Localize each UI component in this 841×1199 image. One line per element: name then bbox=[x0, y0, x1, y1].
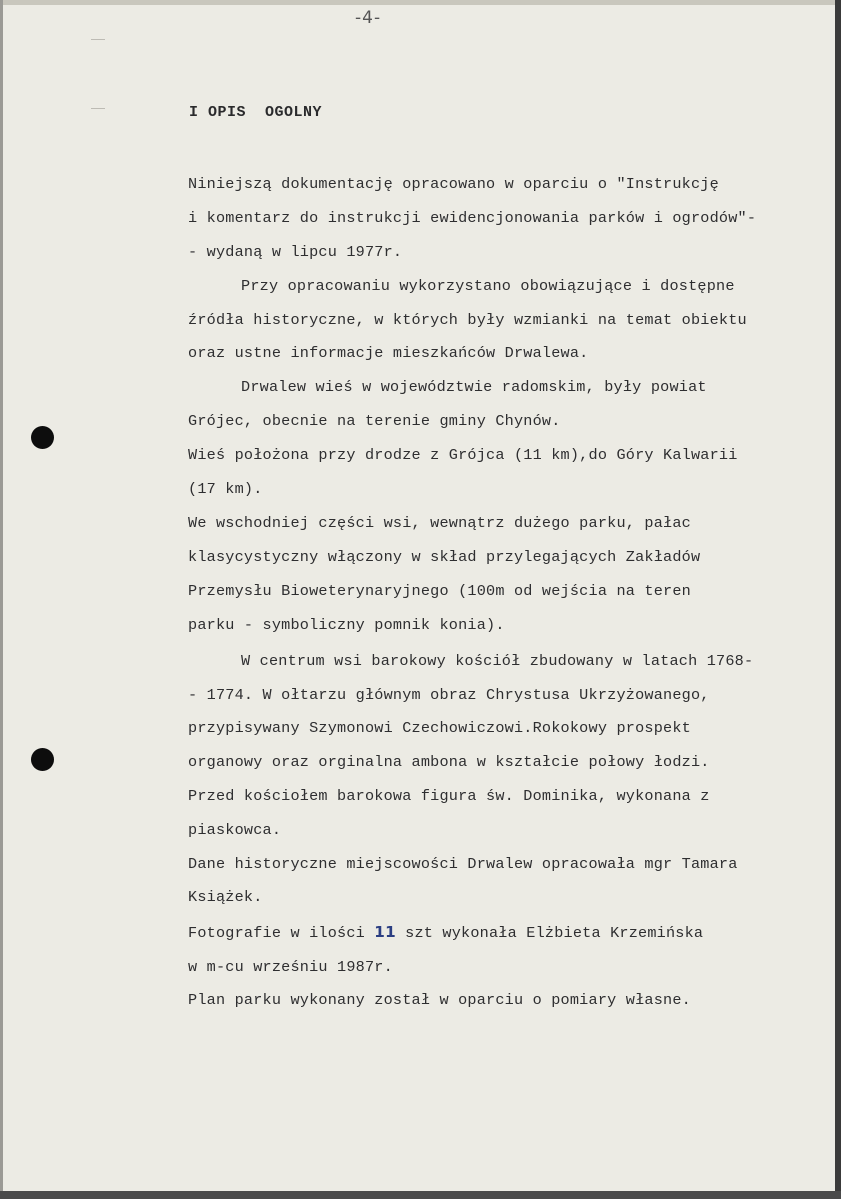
scan-edge-right bbox=[835, 0, 841, 1199]
text-line: Drwalew wieś w województwie radomskim, były powiat bbox=[241, 378, 707, 396]
text-line: piaskowca. bbox=[188, 821, 282, 839]
text-line: - wydaną w lipcu 1977r. bbox=[188, 243, 403, 261]
text-line: Wieś położona przy drodze z Grójca (11 km),do Góry Kalwarii bbox=[188, 446, 738, 464]
punch-hole bbox=[31, 426, 54, 449]
margin-tick bbox=[91, 39, 105, 40]
text-line: - 1774. W ołtarzu głównym obraz Chrystusa Ukrzyżowanego, bbox=[188, 686, 710, 704]
text-line: Grójec, obecnie na terenie gminy Chynów. bbox=[188, 412, 561, 430]
text-line: parku - symboliczny pomnik konia). bbox=[188, 616, 505, 634]
scan-edge-left bbox=[0, 0, 3, 1199]
text-line: Przed kościołem barokowa figura św. Dominika, wykonana z bbox=[188, 787, 710, 805]
text-line: Przemysłu Bioweterynaryjnego (100m od wejścia na teren bbox=[188, 582, 691, 600]
photo-line-suffix: szt wykonała Elżbieta Krzemińska bbox=[405, 924, 704, 942]
text-line: i komentarz do instrukcji ewidencjonowania parków i ogrodów"- bbox=[188, 209, 757, 227]
scan-edge-top bbox=[0, 0, 841, 5]
text-line: Dane historyczne miejscowości Drwalew opracowała mgr Tamara bbox=[188, 855, 738, 873]
text-line: organowy oraz orginalna ambona w kształcie połowy łodzi. bbox=[188, 753, 710, 771]
text-line: w m-cu wrześniu 1987r. bbox=[188, 958, 393, 976]
margin-tick bbox=[91, 108, 105, 109]
text-line: przypisywany Szymonowi Czechowiczowi.Rokokowy prospekt bbox=[188, 719, 691, 737]
page-number: -4- bbox=[355, 8, 382, 28]
text-line: Niniejszą dokumentację opracowano w oparciu o "Instrukcję bbox=[188, 175, 719, 193]
text-line: Przy opracowaniu wykorzystano obowiązujące i dostępne bbox=[241, 277, 735, 295]
punch-hole bbox=[31, 748, 54, 771]
text-line: oraz ustne informacje mieszkańców Drwalewa. bbox=[188, 344, 589, 362]
text-line: Książek. bbox=[188, 888, 263, 906]
section-heading: I OPIS OGOLNY bbox=[189, 104, 323, 121]
text-line: W centrum wsi barokowy kościół zbudowany w latach 1768- bbox=[241, 652, 754, 670]
text-line: Plan parku wykonany został w oparciu o pomiary własne. bbox=[188, 991, 691, 1009]
photo-count-line bbox=[188, 922, 703, 943]
scan-edge-bottom bbox=[0, 1191, 841, 1199]
text-line: źródła historyczne, w których były wzmianki na temat obiektu bbox=[188, 311, 747, 329]
handwritten-photo-count: 11 bbox=[374, 923, 396, 941]
text-line: klasycystyczny włączony w skład przylegających Zakładów bbox=[188, 548, 701, 566]
text-line: (17 km). bbox=[188, 480, 263, 498]
photo-line-prefix: Fotografie w ilości bbox=[188, 924, 365, 942]
text-line: We wschodniej części wsi, wewnątrz dużego parku, pałac bbox=[188, 514, 691, 532]
